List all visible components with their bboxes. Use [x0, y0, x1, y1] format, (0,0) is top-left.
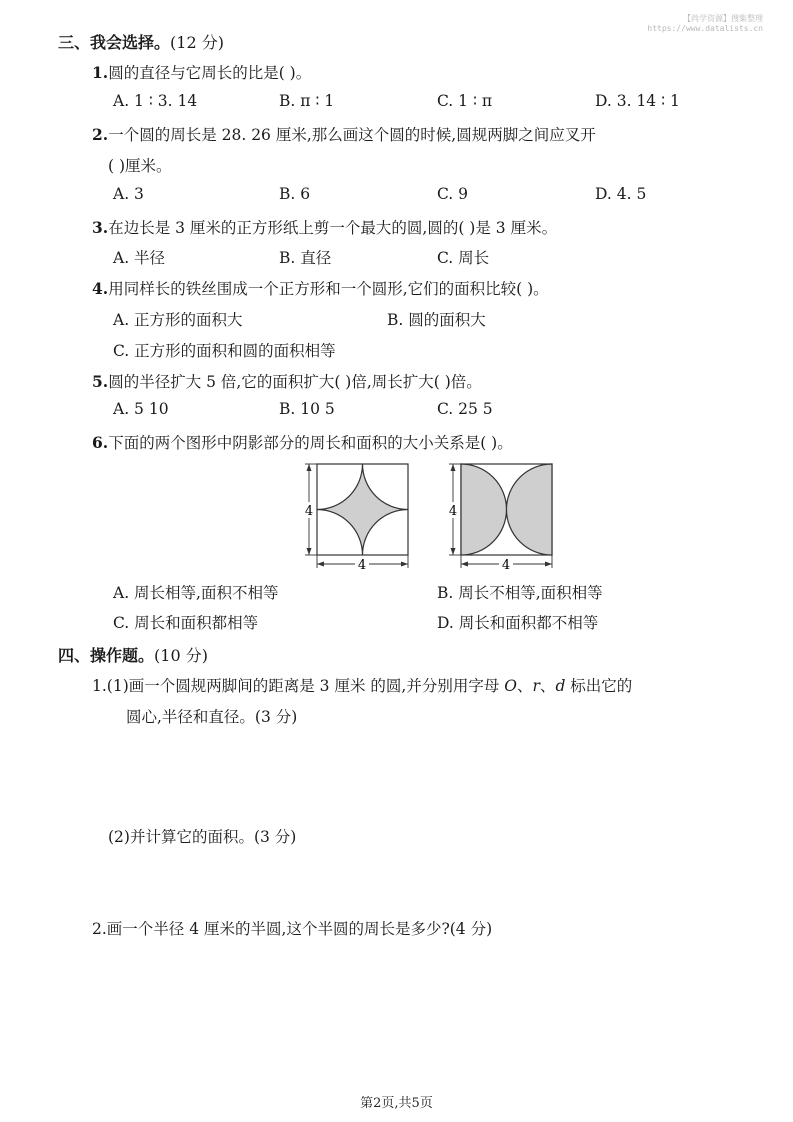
- question-number: 5.: [92, 372, 109, 391]
- watermark: [647, 14, 763, 34]
- arrow-down: [451, 548, 456, 555]
- question-text: 在边长是 3 厘米的正方形纸上剪一个最大的圆,圆的( )是 3 厘米。: [108, 219, 558, 237]
- variable-d: d: [555, 677, 566, 695]
- right-side-label: 4: [448, 504, 458, 519]
- shaded-star-region: [317, 464, 408, 555]
- question-3: [92, 216, 557, 238]
- question-number: 6.: [92, 433, 109, 452]
- q6-option-a: A. 周长相等,面积不相等: [113, 584, 279, 602]
- question-text: 标出它的: [565, 677, 633, 695]
- question-4: [92, 277, 549, 299]
- question-text: (1)画一个圆规两脚间的距离是 3 厘米 的圆,并分别用字母: [106, 677, 505, 695]
- right-bottom-label: 4: [501, 558, 511, 572]
- arrow-right: [401, 562, 408, 567]
- question-6: [92, 431, 513, 453]
- section4-title: 四、操作题。: [58, 646, 155, 665]
- section4-heading: [58, 643, 208, 666]
- separator: 、: [539, 677, 556, 695]
- watermark-line2: https://www.datalists.cn: [647, 24, 763, 33]
- q4-option-b: B. 圆的面积大: [387, 311, 486, 329]
- q6-option-b: B. 周长不相等,面积相等: [437, 584, 603, 602]
- arrow-down: [307, 548, 312, 555]
- section3-title: 三、我会选择。: [58, 33, 171, 52]
- q6-option-d: D. 周长和面积都不相等: [437, 614, 599, 632]
- q1-option-d: D. 3. 14 ∶ 1: [595, 92, 680, 110]
- arrow-right: [545, 562, 552, 567]
- question-text: 下面的两个图形中阴影部分的周长和面积的大小关系是( )。: [108, 434, 513, 452]
- q5-option-c: C. 25 5: [437, 400, 493, 418]
- q4-option-a: A. 正方形的面积大: [113, 311, 243, 329]
- variable-r: r: [532, 677, 540, 695]
- q2-option-d: D. 4. 5: [595, 185, 647, 203]
- question-number: 2.: [92, 920, 107, 938]
- question-1: [92, 61, 311, 83]
- page-footer: 第2页,共5页: [360, 1096, 433, 1111]
- question-number: 1.: [92, 677, 107, 695]
- question-2: [92, 123, 596, 145]
- arrow-up: [451, 464, 456, 471]
- q2-option-c: C. 9: [437, 185, 469, 203]
- s4-question-1-line2: 圆心,半径和直径。(3 分): [126, 708, 298, 726]
- left-bottom-label: 4: [357, 558, 367, 572]
- question-text: 圆的半径扩大 5 倍,它的面积扩大( )倍,周长扩大( )倍。: [108, 373, 482, 391]
- question-5: [92, 370, 482, 392]
- question-text: 圆的直径与它周长的比是( )。: [108, 64, 312, 82]
- q1-option-b: B. π ∶ 1: [279, 92, 335, 110]
- q1-option-c: C. 1 ∶ π: [437, 92, 493, 110]
- arrow-left: [317, 562, 324, 567]
- q5-option-a: A. 5 10: [113, 400, 169, 418]
- separator: 、: [516, 677, 533, 695]
- arrow-up: [307, 464, 312, 471]
- arrow-left: [461, 562, 468, 567]
- shaded-left-half-circle: [461, 464, 507, 555]
- question-number: 2.: [92, 125, 109, 144]
- q6-option-c: C. 周长和面积都相等: [113, 614, 259, 632]
- shaded-right-half-circle: [507, 464, 553, 555]
- variable-o: O: [504, 677, 517, 695]
- question-number: 1.: [92, 63, 109, 82]
- section3-heading: [58, 30, 224, 53]
- watermark-line1: 【尚学资源】搜集整理: [683, 14, 763, 23]
- question-2-line2: ( )厘米。: [108, 157, 172, 175]
- question-text: 画一个半径 4 厘米的半圆,这个半圆的周长是多少?(4 分): [106, 920, 493, 938]
- figure-left: [296, 460, 416, 572]
- section3-points: (12 分): [170, 33, 224, 52]
- q2-option-a: A. 3: [113, 185, 144, 203]
- q2-option-b: B. 6: [279, 185, 311, 203]
- question-number: 3.: [92, 218, 109, 237]
- figure-right: [440, 460, 560, 572]
- question-text: 用同样长的铁丝围成一个正方形和一个圆形,它们的面积比较( )。: [108, 280, 549, 298]
- question-number: 4.: [92, 279, 109, 298]
- s4-question-1-part2: (2)并计算它的面积。(3 分): [108, 828, 297, 846]
- q1-option-a: A. 1 ∶ 3. 14: [113, 92, 198, 110]
- q4-option-c: C. 正方形的面积和圆的面积相等: [113, 342, 336, 360]
- s4-question-2: [92, 917, 492, 939]
- question-text: 一个圆的周长是 28. 26 厘米,那么画这个圆的时候,圆规两脚之间应叉开: [108, 126, 596, 144]
- q5-option-b: B. 10 5: [279, 400, 335, 418]
- left-side-label: 4: [304, 504, 314, 519]
- section4-points: (10 分): [154, 646, 208, 665]
- q3-option-b: B. 直径: [279, 249, 332, 267]
- s4-question-1: [92, 674, 632, 696]
- q3-option-c: C. 周长: [437, 249, 490, 267]
- q3-option-a: A. 半径: [113, 249, 166, 267]
